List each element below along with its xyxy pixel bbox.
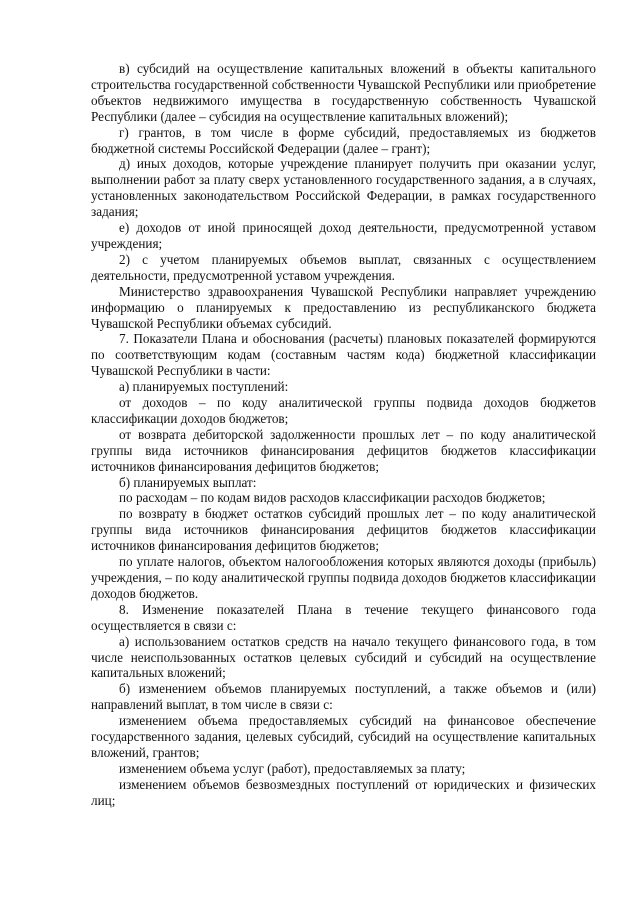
- paragraph-taxes: по уплате налогов, объектом налогообложения которых являются доходы (прибыль) учреждения, – по коду аналитической группы подвида доходов бюджетов классификации доходов бюджетов.: [91, 554, 596, 601]
- paragraph-grants: г) грантов, в том числе в форме субсидий, предоставляемых из бюджетов бюджетной системы Российской Федерации (далее – грант);: [91, 124, 596, 156]
- paragraph-section-7: 7. Показатели Плана и обоснования (расчеты) плановых показателей формируются по соответствующим кодам (составным частям кода) бюджетной классификации Чувашской Республики в части:: [91, 331, 596, 379]
- paragraph-ministry-info: Министерство здравоохранения Чувашской Республики направляет учреждению информацию о планируемых к предоставлению из республиканского бюджета Чувашской Республики объемах субсидий.: [91, 283, 596, 331]
- paragraph-donations-change: изменением объемов безвозмездных поступлений от юридических и физических лиц;: [91, 776, 596, 808]
- paragraph-income-activity: е) доходов от иной приносящей доход деятельности, предусмотренной уставом учреждения;: [91, 220, 596, 251]
- paragraph-planned-receipts: а) планируемых поступлений:: [119, 379, 289, 395]
- paragraph-planned-payments: 2) с учетом планируемых объемов выплат, связанных с осуществлением деятельности, предусмотренной уставом учреждения.: [91, 251, 596, 283]
- paragraph-section-8: 8. Изменение показателей Плана в течение текущего финансового года осуществляется в связи с:: [91, 601, 596, 633]
- paragraph-debt-return: от возврата дебиторской задолженности прошлых лет – по коду аналитической группы вида источников финансирования дефицитов бюджетов классификации источников финансирования дефицитов бюджетов;: [91, 426, 596, 474]
- paragraph-planned-expenses: б) планируемых выплат:: [119, 474, 257, 490]
- paragraph-subsidy-volume-change: изменением объема предоставляемых субсидий на финансовое обеспечение государственного задания, целевых субсидий, субсидий на осуществление капитальных вложений, грантов;: [91, 713, 596, 760]
- paragraph-subsidy-return: по возврату в бюджет остатков субсидий прошлых лет – по коду аналитической группы вида источников финансирования дефицитов бюджетов классификации источников финансирования дефицитов бюджетов;: [91, 506, 596, 554]
- paragraph-remaining-funds: а) использованием остатков средств на начало текущего финансового года, в том числе неиспользованных остатков целевых субсидий и субсидий на осуществление капитальных вложений;: [91, 633, 596, 681]
- paragraph-other-income: д) иных доходов, которые учреждение планирует получить при оказании услуг, выполнении работ за плату сверх установленного государственного задания, а в случаях, установленных законодательством Российской Федерации, в рамках государственного задания;: [91, 156, 596, 220]
- paragraph-paid-services-change: изменением объема услуг (работ), предоставляемых за плату;: [119, 760, 466, 776]
- paragraph-by-expenses: по расходам – по кодам видов расходов классификации расходов бюджетов;: [119, 490, 546, 506]
- paragraph-subsidy-capital: в) субсидий на осуществление капитальных вложений в объекты капитального строительства государственной собственности Чувашской Республики или приобретение объектов недвижимого имущества в государственную собственность Чувашской Республики (далее – субсидия на осуществление капитальных вложений);: [91, 61, 596, 124]
- paragraph-volume-changes: б) изменением объемов планируемых поступлений, а также объемов и (или) направлений выплат, в том числе в связи с:: [91, 681, 596, 713]
- paragraph-from-income: от доходов – по коду аналитической группы подвида доходов бюджетов классификации доходов бюджетов;: [91, 395, 596, 426]
